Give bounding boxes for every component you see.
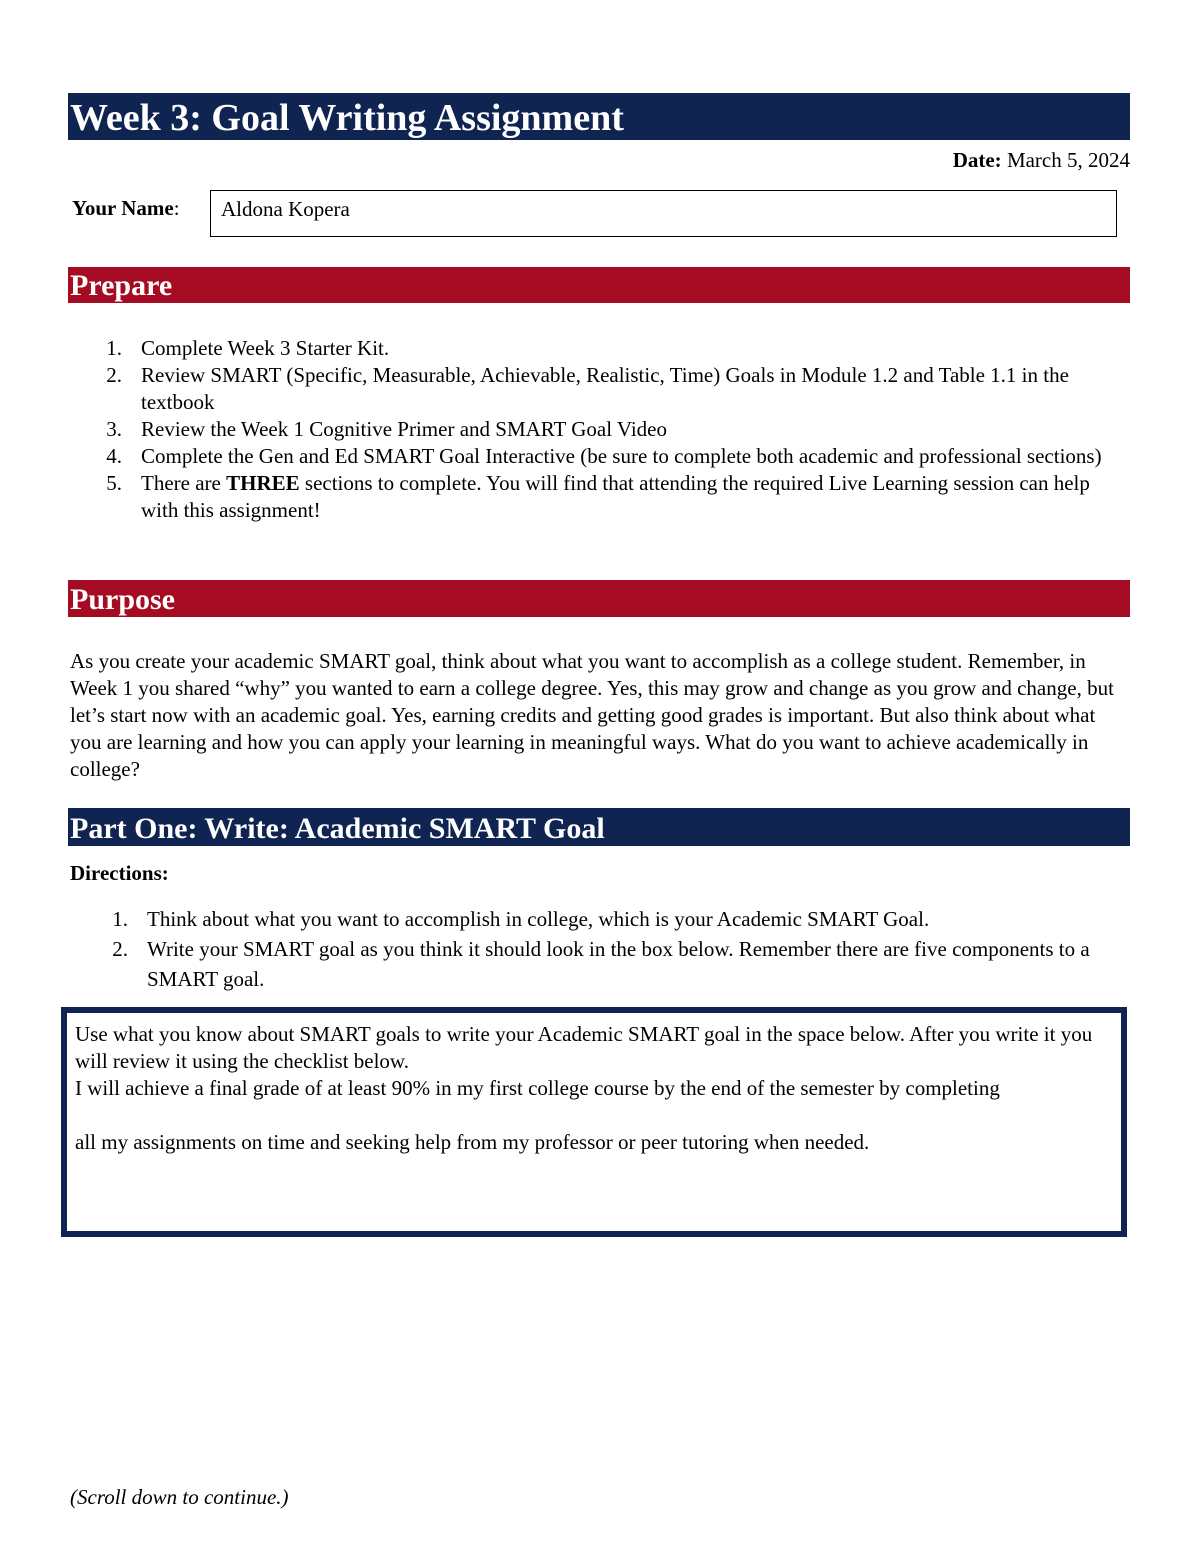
list-item-emphasis: THREE	[226, 471, 300, 495]
list-item	[100, 335, 1130, 362]
directions-label: Directions:	[70, 861, 169, 885]
date-label: Date:	[952, 148, 1002, 172]
goal-prompt: Use what you know about SMART goals to write your Academic SMART goal in the space below. After you write it you will review it using the checklist below.	[75, 1022, 1093, 1073]
list-item-text-before: There are	[141, 471, 227, 495]
list-number: 1.	[106, 336, 122, 360]
list-item-text: Complete Week 3 Starter Kit.	[141, 336, 390, 360]
list-item	[100, 443, 1130, 470]
list-number: 5.	[106, 471, 122, 495]
prepare-heading: Prepare	[68, 267, 1130, 303]
list-number: 2.	[112, 937, 128, 961]
list-item	[100, 416, 1130, 443]
list-item-text: Review the Week 1 Cognitive Primer and SMART Goal Video	[141, 417, 667, 441]
list-item-text: Review SMART (Specific, Measurable, Achievable, Realistic, Time) Goals in Module 1.2 and Table 1.1 in the textbook	[141, 363, 1069, 414]
date-value: March 5, 2024	[1006, 148, 1130, 172]
list-item-text-after: sections to complete. You will find that attending the required Live Learning session can help with this assignment!	[141, 471, 1090, 522]
goal-text-box[interactable]	[61, 1007, 1127, 1237]
list-item	[100, 362, 1130, 416]
list-item	[100, 470, 1130, 524]
list-number: 4.	[106, 444, 122, 468]
goal-answer-line-1: I will achieve a final grade of at least 90% in my first college course by the end of the semester by completing	[75, 1076, 1000, 1100]
date-line	[953, 147, 1130, 173]
list-item-text: Think about what you want to accomplish in college, which is your Academic SMART Goal.	[147, 907, 930, 931]
list-item	[100, 934, 1130, 994]
directions-list	[100, 904, 1130, 994]
list-number: 1.	[112, 907, 128, 931]
name-label	[72, 195, 180, 221]
purpose-heading: Purpose	[68, 580, 1130, 617]
list-item	[100, 904, 1130, 934]
list-number: 3.	[106, 417, 122, 441]
scroll-note: (Scroll down to continue.)	[70, 1485, 289, 1509]
prepare-list	[100, 335, 1130, 524]
name-label-colon: :	[173, 196, 180, 220]
page-title: Week 3: Goal Writing Assignment	[68, 93, 1130, 140]
list-item-text: Write your SMART goal as you think it should look in the box below. Remember there are five components to a SMART goal.	[147, 937, 1090, 991]
goal-answer-line-2: all my assignments on time and seeking help from my professor or peer tutoring when needed.	[75, 1130, 870, 1154]
part-one-heading: Part One: Write: Academic SMART Goal	[68, 808, 1130, 846]
name-label-text: Your Name	[72, 196, 174, 220]
purpose-paragraph: As you create your academic SMART goal, think about what you want to accomplish as a college student. Remember, in Week 1 you shared “why” you wanted to earn a college degree. Yes, this may grow and change as you grow and change, but let’s start now with an academic goal. Yes, earning credits and getting good grades is important. But also think about what you are learning and how you can apply your learning in meaningful ways. What do you want to achieve academically in college?	[70, 649, 1114, 781]
name-field[interactable]: Aldona Kopera	[210, 190, 1117, 237]
list-number: 2.	[106, 363, 122, 387]
list-item-text: Complete the Gen and Ed SMART Goal Interactive (be sure to complete both academic and professional sections)	[141, 444, 1102, 468]
